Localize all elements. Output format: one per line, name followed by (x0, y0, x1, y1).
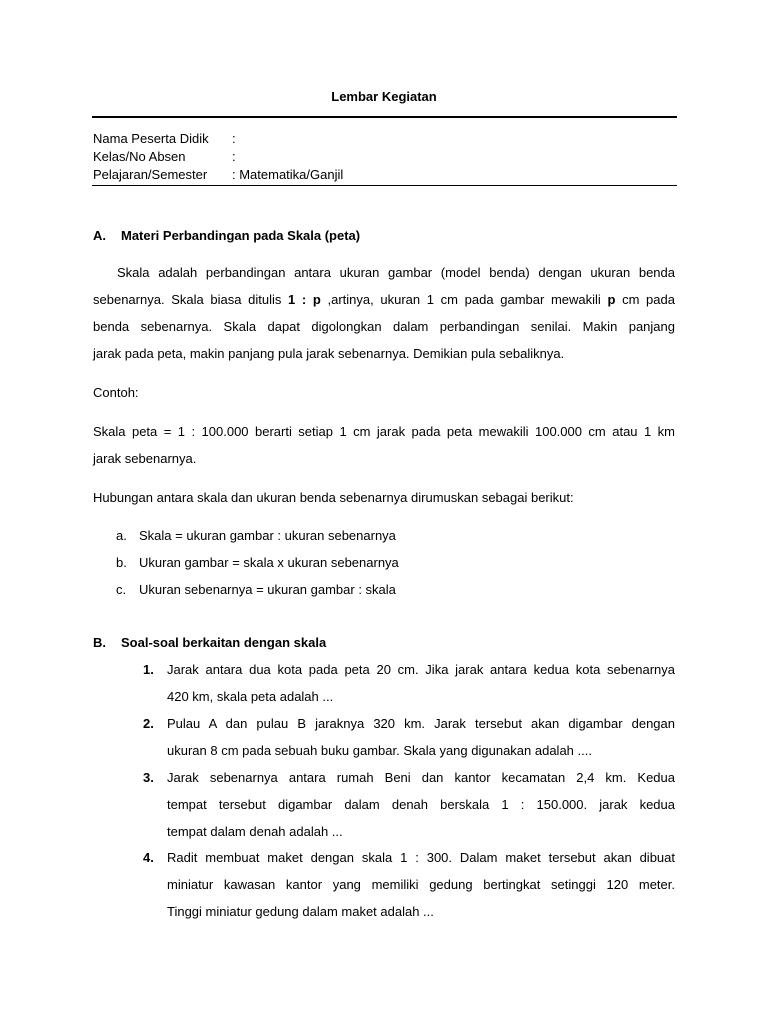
identity-value-subject: : Matematika/Ganjil (232, 167, 344, 182)
formula-a: Skala = ukuran gambar : ukuran sebenarnya (139, 528, 396, 543)
relation-text: Hubungan antara skala dan ukuran benda sebenarnya dirumuskan sebagai berikut: (93, 490, 574, 505)
formula-c-marker: c. (116, 582, 127, 597)
scale-p: p (607, 292, 616, 307)
question-3-number: 3. (143, 770, 154, 785)
example-line1: Skala peta = 1 : 100.000 berarti setiap 1 cm jarak pada peta mewakili 100.000 cm atau 1 km (93, 424, 675, 439)
question-1-line2: 420 km, skala peta adalah ... (167, 689, 334, 704)
identity-label-class: Kelas/No Absen (93, 149, 186, 164)
question-4-line1: Radit membuat maket dengan skala 1 : 300. Dalam maket tersebut akan dibuat (167, 850, 675, 865)
formula-a-marker: a. (116, 528, 127, 543)
example-line2: jarak sebenarnya. (93, 451, 197, 466)
para1-line4: jarak pada peta, makin panjang pula jarak sebenarnya. Demikian pula sebaliknya. (93, 346, 565, 361)
para1-line2-e: cm pada (615, 292, 675, 307)
scale-notation: 1 : p (288, 292, 321, 307)
contoh-label: Contoh: (93, 385, 139, 400)
question-4-line2: miniatur kawasan kantor yang memiliki gedung bertingkat setinggi 120 meter. (167, 877, 675, 892)
question-1-line1: Jarak antara dua kota pada peta 20 cm. Jika jarak antara kedua kota sebenarnya (167, 662, 675, 677)
question-2-number: 2. (143, 716, 154, 731)
para1-line2 (93, 292, 675, 322)
top-rule (92, 116, 677, 118)
question-4-line3: Tinggi miniatur gedung dalam maket adalah ... (167, 904, 434, 919)
identity-label-subject: Pelajaran/Semester (93, 167, 208, 182)
section-a-heading: Materi Perbandingan pada Skala (peta) (121, 228, 361, 243)
identity-colon-class: : (232, 149, 236, 164)
section-b-marker: B. (93, 635, 106, 650)
identity-colon-name: : (232, 131, 236, 146)
bottom-rule (92, 185, 677, 186)
question-2-line2: ukuran 8 cm pada sebuah buku gambar. Skala yang digunakan adalah .... (167, 743, 592, 758)
question-3-line2: tempat tersebut digambar dalam denah berskala 1 : 150.000. jarak kedua (167, 797, 675, 812)
page-title: Lembar Kegiatan (331, 89, 437, 104)
para1-line2-c: ,artinya, ukuran 1 cm pada gambar mewakili (320, 292, 608, 307)
question-2-line1: Pulau A dan pulau B jaraknya 320 km. Jarak tersebut akan digambar dengan (167, 716, 675, 731)
para1-line2-a: sebenarnya. Skala biasa ditulis (93, 292, 289, 307)
question-1-number: 1. (143, 662, 154, 677)
question-3-line3: tempat dalam denah adalah ... (167, 824, 343, 839)
section-b-heading: Soal-soal berkaitan dengan skala (121, 635, 327, 650)
identity-label-name: Nama Peserta Didik (93, 131, 209, 146)
formula-b: Ukuran gambar = skala x ukuran sebenarnya (139, 555, 399, 570)
question-3-line1: Jarak sebenarnya antara rumah Beni dan kantor kecamatan 2,4 km. Kedua (167, 770, 675, 785)
formula-c: Ukuran sebenarnya = ukuran gambar : skala (139, 582, 396, 597)
question-4-number: 4. (143, 850, 154, 865)
formula-b-marker: b. (116, 555, 127, 570)
para1-line3: benda sebenarnya. Skala dapat digolongkan dalam perbandingan senilai. Makin panjang (93, 319, 675, 334)
para1-line1: Skala adalah perbandingan antara ukuran gambar (model benda) dengan ukuran benda (117, 265, 675, 280)
section-a-marker: A. (93, 228, 106, 243)
